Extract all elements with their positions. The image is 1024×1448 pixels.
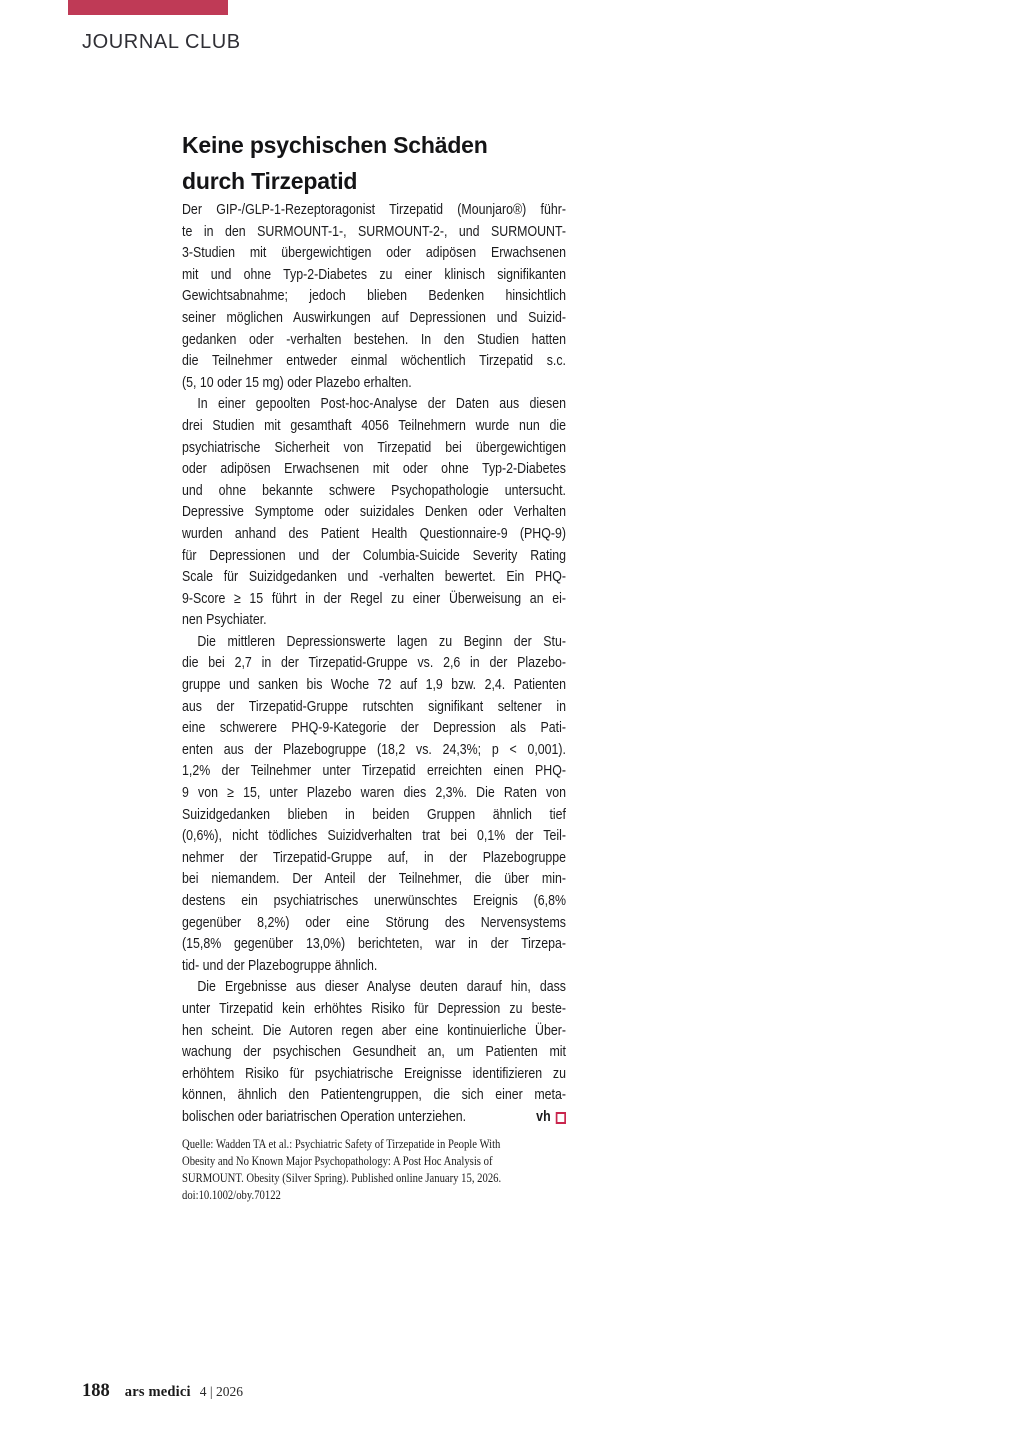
body-text-line: wachung der psychischen Gesundheit an, um Patienten mit (182, 1044, 566, 1061)
body-text-line: nen Psychiater. (182, 612, 267, 629)
body-text-line: oder adipösen Erwachsenen mit oder ohne Typ-2-Diabetes (182, 461, 566, 478)
body-text-line: (0,6%), nicht tödliches Suizidverhalten trat bei 0,1% der Teil- (182, 828, 566, 845)
page-number: 188 (82, 1381, 110, 1401)
article (182, 127, 566, 1204)
body-text-line: können, ähnlich den Patientengruppen, die sich einer meta- (182, 1087, 566, 1104)
citation-line: SURMOUNT. Obesity (Silver Spring). Published online January 15, 2026. (182, 1170, 502, 1185)
body-text-line: psychiatrische Sicherheit von Tirzepatid bei übergewichtigen (182, 439, 566, 456)
body-text-line: seiner möglichen Auswirkungen auf Depressionen und Suizid- (182, 309, 566, 326)
body-text: bolischen oder bariatrischen Operation unterziehen. (182, 1108, 467, 1125)
section-kicker: JOURNAL CLUB (82, 31, 241, 53)
body-text-line: erhöhtem Risiko für psychiatrische Ereignisse identifizieren zu (182, 1065, 566, 1082)
issue-label: 4 | 2026 (199, 1384, 243, 1399)
body-text-line: gruppe und sanken bis Woche 72 auf 1,9 bzw. 2,4. Patienten (182, 677, 566, 694)
body-text-line: für Depressionen und der Columbia-Suicide Severity Rating (182, 547, 566, 564)
article-title (182, 127, 566, 199)
body-text-line: (15,8% gegenüber 13,0%) berichteten, war in der Tirzepa- (182, 936, 566, 953)
body-text-line: die Teilnehmer entweder einmal wöchentlich Tirzepatid s.c. (182, 353, 566, 370)
body-text-line: eine schwerere PHQ-9-Kategorie der Depression als Pati- (182, 720, 566, 737)
body-text-line: 9 von ≥ 15, unter Plazebo waren dies 2,3%. Die Raten von (182, 785, 566, 802)
body-text-line: die bei 2,7 in der Tirzepatid-Gruppe vs. 2,6 in der Plazebo- (182, 655, 566, 672)
body-text-line: und ohne bekannte schwere Psychopathologie untersucht. (182, 482, 566, 499)
body-text-line: unter Tirzepatid kein erhöhtes Risiko für Depression zu beste- (182, 1000, 566, 1017)
citation-line: Quelle: Wadden TA et al.: Psychiatric Safety of Tirzepatide in People With (182, 1136, 501, 1151)
body-text-line: In einer gepoolten Post-hoc-Analyse der Daten aus diesen (197, 396, 566, 413)
body-text-line: mit und ohne Typ-2-Diabetes zu einer klinisch signifikanten (182, 266, 566, 283)
body-text-line: Scale für Suizidgedanken und -verhalten bewertet. Ein PHQ- (182, 569, 566, 586)
article-sign-off (536, 1107, 566, 1129)
article-title-line: durch Tirzepatid (182, 168, 358, 194)
body-text-line: hen scheint. Die Autoren regen aber eine kontinuierliche Über- (182, 1022, 566, 1039)
body-text-line: gedanken oder -verhalten bestehen. In den Studien hatten (182, 331, 566, 348)
section-accent-bar (68, 0, 228, 15)
body-text-line: drei Studien mit gesamthaft 4056 Teilnehmern wurde nun die (182, 417, 566, 434)
body-text-line: destens ein psychiatrisches unerwünschtes Ereignis (6,8% (182, 893, 566, 909)
citation-line: doi:10.1002/oby.70122 (182, 1187, 281, 1202)
article-body (182, 200, 566, 1129)
citation-block (182, 1136, 566, 1204)
body-text-line: Gewichtsabnahme; jedoch blieben Bedenken hinsichtlich (182, 288, 566, 305)
end-of-article-square-icon (556, 1112, 566, 1124)
body-text-line (182, 1107, 566, 1129)
body-text-line: bei niemandem. Der Anteil der Teilnehmer, die über min- (182, 871, 566, 888)
journal-name: ars medici (124, 1384, 191, 1400)
page-footer (82, 1381, 243, 1402)
article-title-line: Keine psychischen Schäden (182, 132, 488, 158)
body-text-line: nehmer der Tirzepatid-Gruppe auf, in der Plazebogruppe (182, 849, 566, 866)
citation-line: Obesity and No Known Major Psychopathology: A Post Hoc Analysis of (182, 1153, 493, 1168)
body-text-line: Die Ergebnisse aus dieser Analyse deuten darauf hin, dass (197, 979, 566, 996)
body-text-line: wurden anhand des Patient Health Questionnaire-9 (PHQ-9) (182, 525, 566, 542)
body-text-line: enten aus der Plazebogruppe (18,2 vs. 24,3%; p < 0,001). (182, 741, 566, 758)
body-text-line: Suizidgedanken blieben in beiden Gruppen ähnlich tief (182, 806, 566, 823)
body-text-line: 3-Studien mit übergewichtigen oder adipösen Erwachsenen (182, 245, 566, 262)
body-text-line: tid- und der Plazebogruppe ähnlich. (182, 957, 378, 974)
body-text-line: te in den SURMOUNT-1-, SURMOUNT-2-, und SURMOUNT- (182, 223, 566, 240)
body-text-line: (5, 10 oder 15 mg) oder Plazebo erhalten. (182, 374, 412, 391)
body-text-line: aus der Tirzepatid-Gruppe rutschten signifikant seltener in (182, 698, 566, 715)
body-text-line: 9-Score ≥ 15 führt in der Regel zu einer Überweisung an ei- (182, 590, 566, 607)
body-text-line: Die mittleren Depressionswerte lagen zu Beginn der Stu- (197, 633, 566, 650)
body-text-line: Depressive Symptome oder suizidales Denken oder Verhalten (182, 504, 566, 521)
body-text-line: Der GIP-/GLP-1-Rezeptoragonist Tirzepatid (Mounjaro®) führ- (182, 202, 566, 218)
author-initials: vh (536, 1108, 551, 1125)
body-text-line: 1,2% der Teilnehmer unter Tirzepatid erreichten einen PHQ- (182, 763, 566, 780)
body-text-line: gegenüber 8,2%) oder eine Störung des Nervensystems (182, 914, 566, 931)
